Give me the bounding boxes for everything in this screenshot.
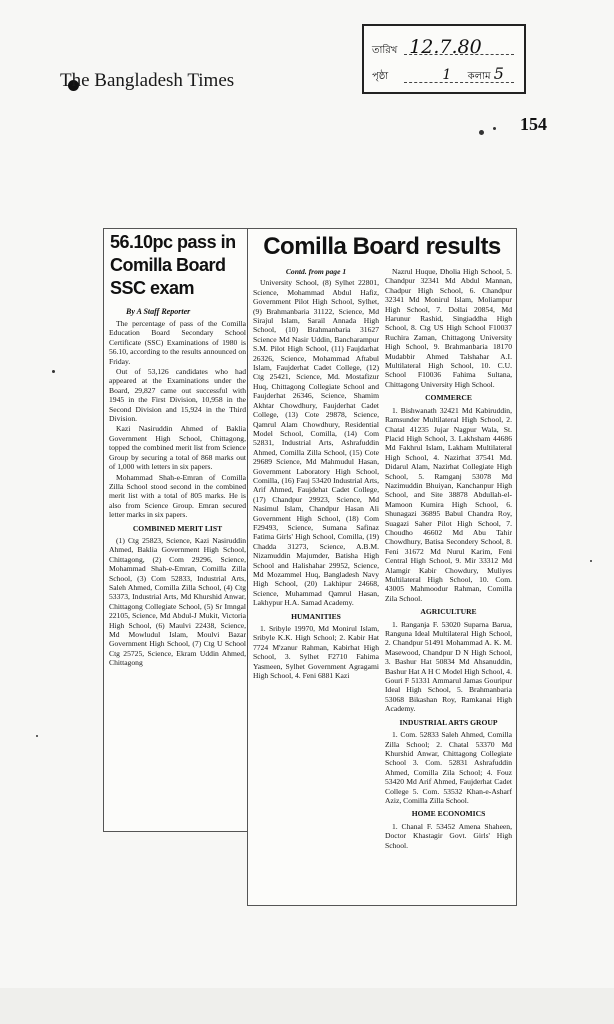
left-paragraph: Kazi Nasiruddin Ahmed of Baklia Government High School, Chittagong, topped the combined merit list from Science Group by securing a total of 868 marks out of 1,000 with letters in six papers. xyxy=(109,424,246,472)
scan-speck xyxy=(36,735,38,737)
stamp-col-value: 5 xyxy=(493,64,504,83)
home-economics-text: 1. Chanal F. 53452 Amena Shaheen, Doctor Khastagir Govt. Girls' High School. xyxy=(385,821,512,850)
scan-speck xyxy=(493,127,496,130)
stamp-date-line xyxy=(404,54,514,55)
left-article-clipping xyxy=(103,228,251,832)
home-economics-heading: HOME ECONOMICS xyxy=(411,809,486,819)
right-article-headline: Comilla Board results xyxy=(263,233,501,260)
archive-stamp xyxy=(362,24,526,94)
merit-list-continued: University School, (8) Sylhet 22801, Science, Mohammad Abdul Hafiz, Government Pilot High School, Sylhet, (9) Brahmanbaria 31122, Science, Md Sirajul Islam, Sarail Annada High School, (10) Brahmanbaria 31627 Science Md Nasir Uddin, Bancharampur S.M. Pilot High School, (11) Faujdarhat 26326, Science, Mohammad Aftabul Islam, Faujderhat Cadet College, (12) Ctg 25421, Science, Md. Mostafizur Huq, Chittagong Collegiate School and Faujderhat 26346, Science, Shamim Akhtar Chowdhury, Faujderhat Cadet College, (13) Cote 29878, Science, Qamrul Alam Chowdhury, Residential Model School, Comilla, (14) Com 52831, Industrial Arts, Ashrafuddin Ahmed, Comilla Zilla School, (15) Cote 29689 Science, Md Mahmudul Hasan, Government Laboratory High School, Comilla, (16) Fauj 53420 Industrial Arts, Arif Ahmed, Faujdehat Cadet College, (17) Chandpur 29923, Science, Md Nasimul Islam, Chandpur Hasan Ali Government High School, (18) Com F29493, Science, Sumana Safinaz Fatima Girls' High School, Comilla, (19) Chadda 31273, Science, A.B.M. Nizamuddin Majumder, Batisha High School and Halishahar 29952, Science, Md Mozammel Huq, Bangladesh Navy High School, (20) Lakhipur 24668, Science, Muhammad Qamrul Hasan, Lakhypur H.A. Samad Academy. xyxy=(253,278,379,608)
humanities-text: 1. Sribyle 19970, Md Monirul Islam, Sribyle K.K. High School; 2. Kabir Hat 7724 M'zanur Rahman, Kabirhat High School, 3. Sylhet F2710 Fahima Yasmeen, Sylhet Government Agragami High School, 4. Feni 6881 Kazi xyxy=(253,624,379,681)
humanities-continued: Nazrul Huque, Dholia High School, 5. Chandpur 32341 Md Abdul Mannan, Chadpur High School, 6. Chandpur 32341 Md Monirul Islam, Moliampur High School, 7. Dollai 20854, Md Harunur Rashid, Singiaddha High School, 8. Ctg US High School F10037 Ruchira Zaman, Chittagong University High School, 9. Brahmanbaria 18170 Mudabbir Ahmed Talshahar A.I. Multilateral High School, 10. C.U. School F10036 Fahima Sultana, Chittagong University High School. xyxy=(385,267,512,389)
merit-list-heading: COMBINED MERIT LIST xyxy=(132,523,223,533)
stamp-page-line xyxy=(404,82,514,83)
industrial-arts-heading: INDUSTRIAL ARTS GROUP xyxy=(399,717,498,727)
left-paragraph: The percentage of pass of the Comilla Education Board Secondary School Certificate (SSC) Examinations of 1980 is 56.10, according to the results announced on Friday. xyxy=(109,319,246,366)
scan-speck xyxy=(52,370,55,373)
merit-list-text: (1) Ctg 25823, Science, Kazi Nasiruddin Ahmed, Baklia Government High School, Chittagong, (2) Com 29296, Science, Mohammad Shah-e-Emran, Comilla Zilla School, (3) Com 52833, Industrial Arts, Saleh Ahmed, Comilla Zilla School, (4) Ctg 53373, Industrial Arts, Md Khurshid Anwar, Chittagong Collegiate School, (5) Sr Imngal 22105, Science, Md Abdul-J Mukit, Victoria High School, (6) Maulvi 22438, Science, Md Mowludul Islam, Moulvi Bazar Government High School, (7) Ctg U School Ctg 25725, Science, Ekram Uddin Ahmed, Chittagong xyxy=(109,535,246,668)
left-article-headline: 56.10pc pass in Comilla Board SSC exam xyxy=(110,232,236,298)
left-paragraph: Mohammad Shah-e-Emran of Comilla Zilla School stood second in the combined merit list with a total of 805 marks. He is also from Science Group. Emran secured letter marks in six papers. xyxy=(109,472,246,520)
left-article-body xyxy=(109,319,246,829)
stamp-page-label: পৃষ্ঠা xyxy=(372,71,389,82)
stamp-date-label: তারিখ xyxy=(372,45,398,56)
humanities-heading: HUMANITIES xyxy=(291,611,341,621)
industrial-arts-text: 1. Com. 52833 Saleh Ahmed, Comilla Zilla School; 2. Chatal 53370 Md Khurshid Anwar, Chittagong Collegiate School 3. Com. 52831 Ashrafuddin Ahmed, Comilla Zila School; 4. Fouz 53420 Md Arif Ahmed, Faujderhat Cadet College 5. Com. 53532 Khan-e-Asharf Aziz, Comilla Zilla School. xyxy=(385,730,512,805)
page-bottom-margin xyxy=(0,988,614,1024)
stamp-date-value: 12.7.80 xyxy=(409,36,482,58)
stamp-page-value: 1 xyxy=(442,67,452,83)
right-article-clipping xyxy=(247,228,517,906)
masthead: The Bangladesh Times xyxy=(60,70,235,91)
scan-speck xyxy=(590,560,592,562)
right-article-column-1 xyxy=(253,267,379,903)
left-article-byline: By A Staff Reporter xyxy=(126,307,191,316)
stamp-col-label: কলাম xyxy=(467,71,491,82)
agriculture-text: 1. Ranganja F. 53020 Suparna Barua, Ranguna Ideal Multilateral High School, 2. Chandpur 51491 Mohammad A. K. M. Masewood, Chandpur D N High School, 3. Bashur Hat 50834 Md Ahsanuddin, Bashur Hat A H C Model High School, 4. Gouri F 51331 Ammarul Jamas Gouripur Ideal High School, 5. Brahmanbaria 53068 Bikashan Roy, Ramkanai High Academy. xyxy=(385,619,512,714)
stamp-date-row xyxy=(372,36,482,60)
page-number: 154 xyxy=(520,114,547,134)
commerce-text: 1. Bishwanath 32421 Md Kabiruddin, Ramsunder Multilateral High School, 2. Chatal 41235 Jujar Nagpur Wala, St. Placid High School, 3. Lakhsham 44686 Md Fakhrul Islam, Lakham Multilateral High School, 4. Nazirhat 37541 Md. Didarul Alam, Nazirhat Collegiate High School, 5. Ramganj 53078 Md Nazimuddin Bhuiyan, Kanchanpur High School, and Site 38878 Abdullah-el-Mamoon Kumira High School, 6. Shunagazi 36895 Babul Chandra Roy, Suagazi Saher Pilot High School, 7. Choudho 46602 Md Abu Tahir Chowdhury, Batisa Secondery School, 8. Feni 31672 Md Nurul Karim, Feni Central High School, 9. Mir 33312 Md Alamgir Kabir Chowdury, Muliyes Multilateral High School, 10. Com. 43005 Mahmoodur Rahman, Comilla Zila School. xyxy=(385,405,512,603)
left-paragraph: Out of 53,126 candidates who had appeared at the Examinations under the Board, 29,827 came out successful with 1945 in the First Division, 10,958 in the Second Division and 15,924 in the Third Division. xyxy=(109,367,246,424)
continued-note: Contd. from page 1 xyxy=(285,267,347,276)
agriculture-heading: AGRICULTURE xyxy=(420,607,477,617)
right-article-column-2 xyxy=(385,267,512,903)
scan-speck xyxy=(479,130,484,135)
commerce-heading: COMMERCE xyxy=(425,393,472,403)
